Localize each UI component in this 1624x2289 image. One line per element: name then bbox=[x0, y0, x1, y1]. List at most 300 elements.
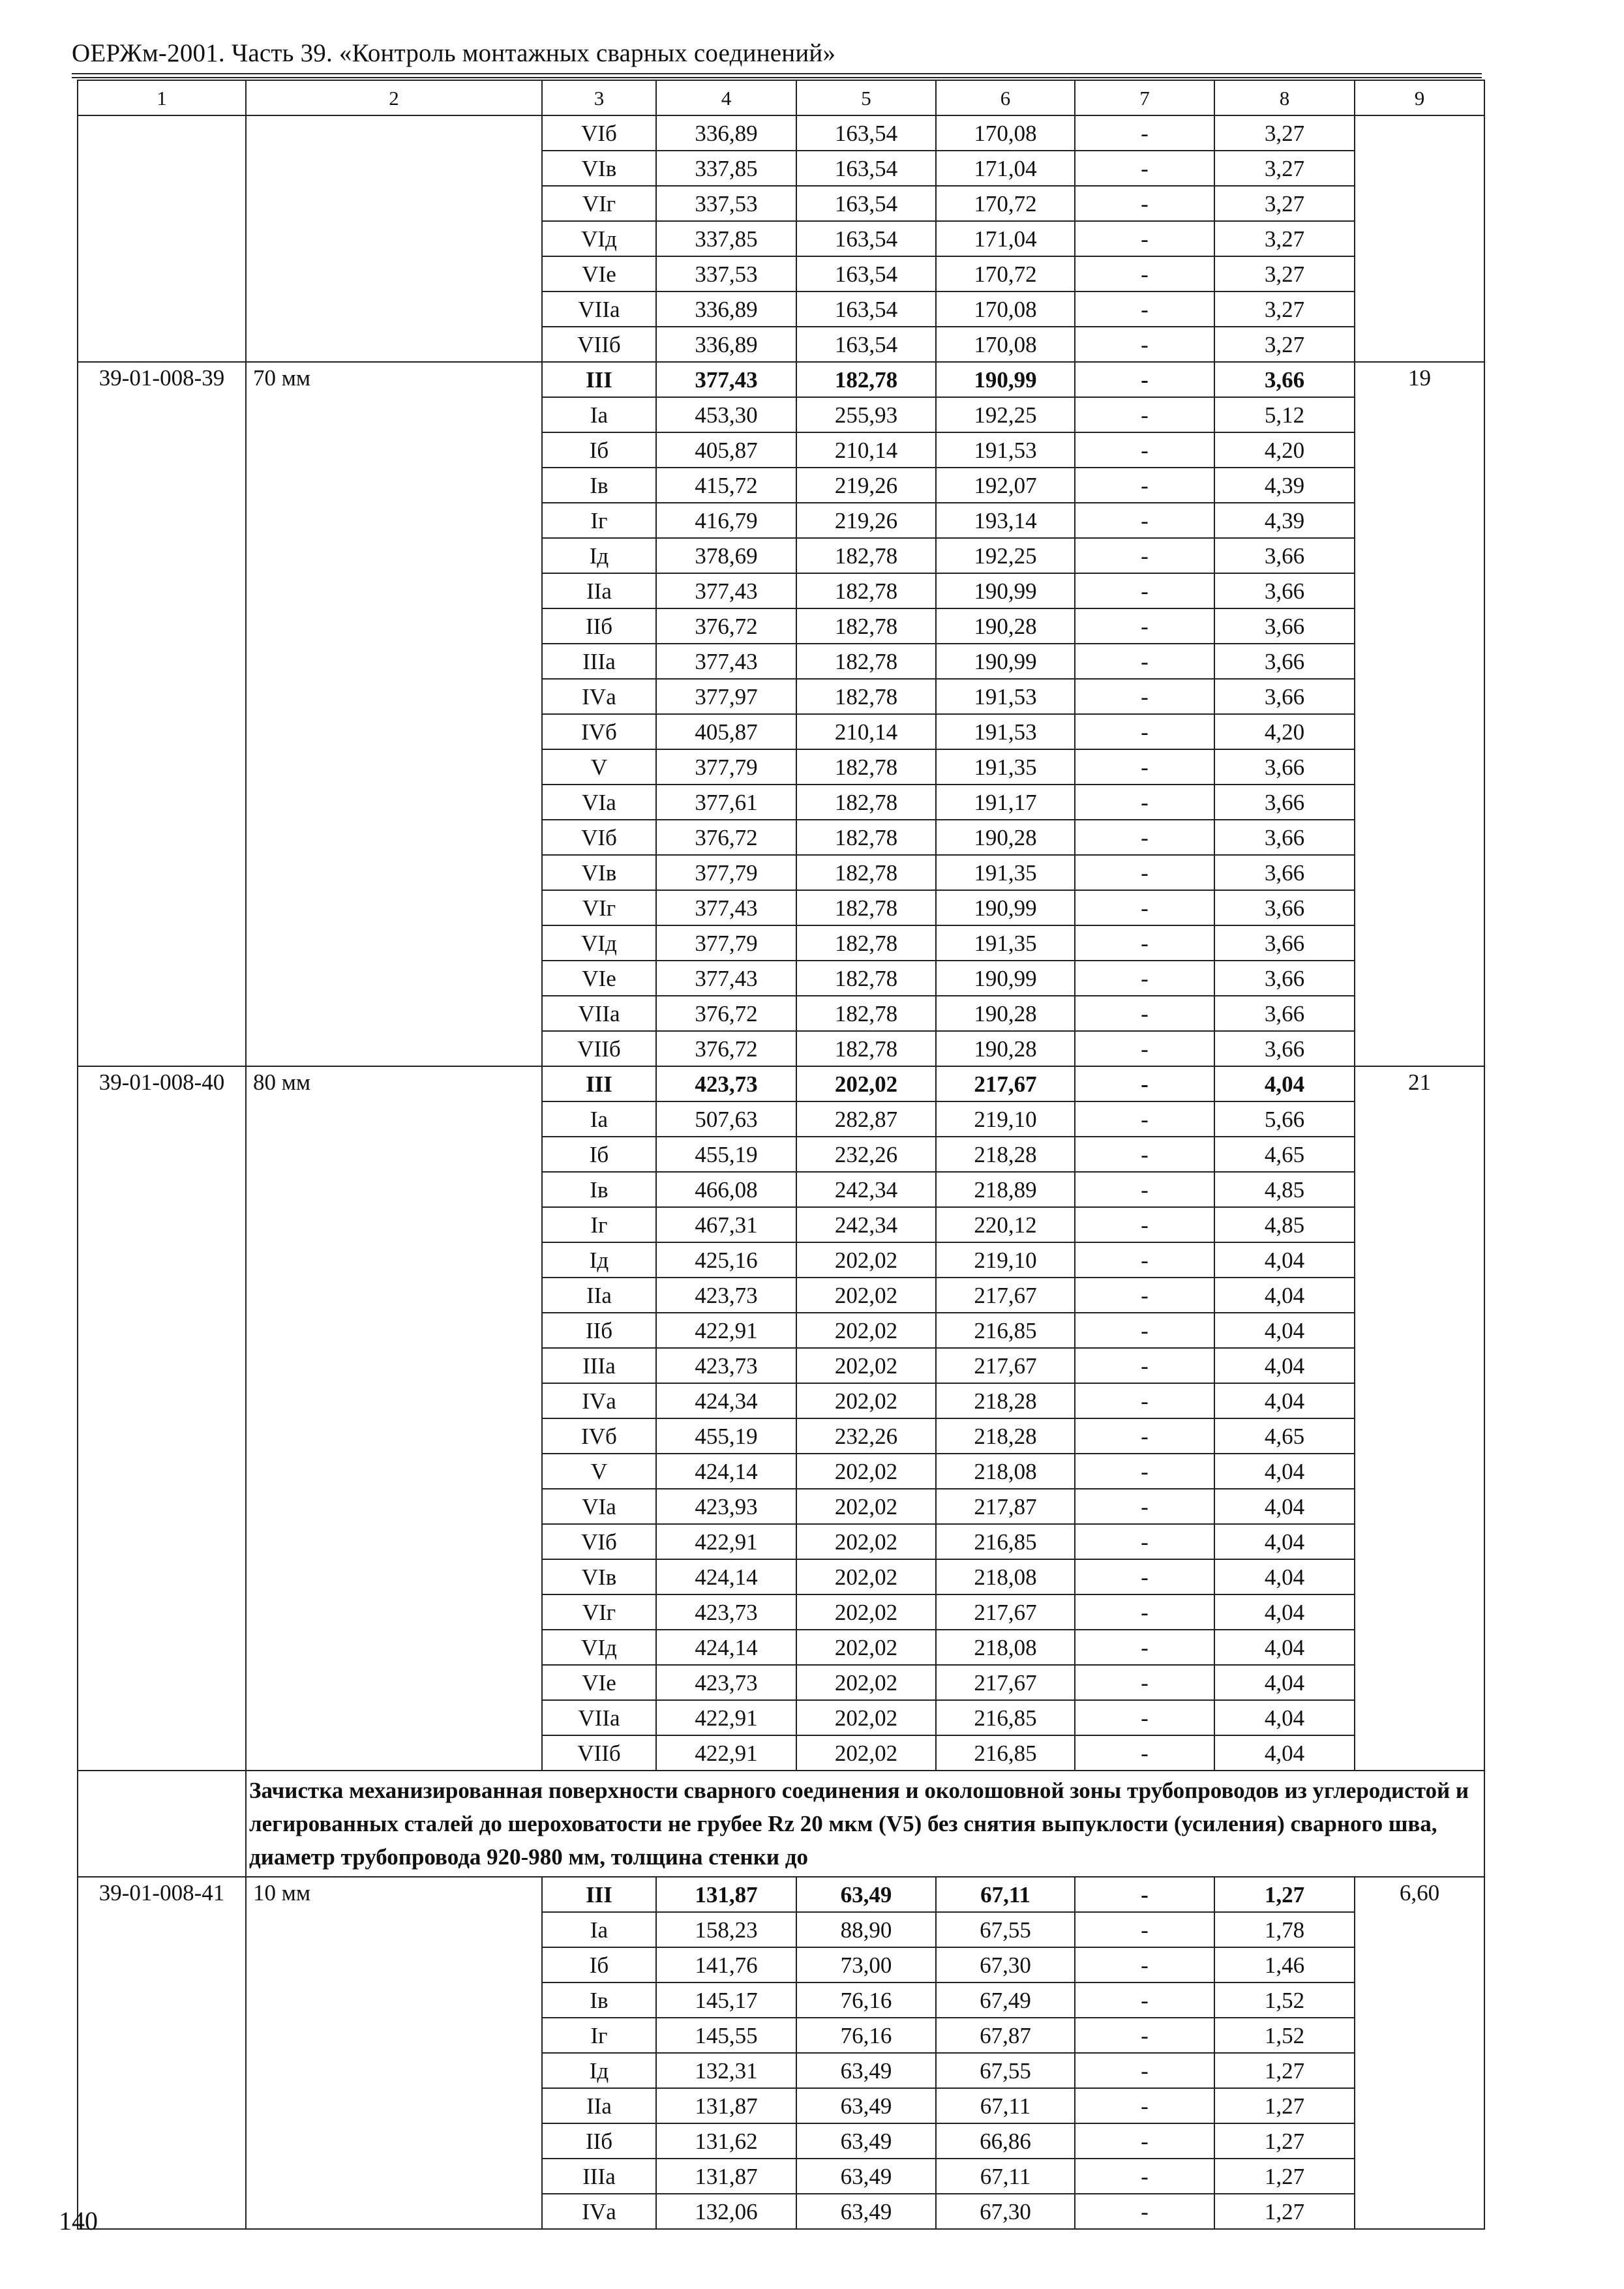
materials-cost: - bbox=[1075, 1665, 1214, 1700]
machine-cost: 190,99 bbox=[936, 890, 1075, 925]
wages: 202,02 bbox=[796, 1700, 936, 1735]
machine-cost: 67,11 bbox=[936, 2159, 1075, 2194]
materials-cost: - bbox=[1075, 679, 1214, 714]
machine-cost: 190,28 bbox=[936, 996, 1075, 1031]
machine-cost: 218,08 bbox=[936, 1630, 1075, 1665]
materials-cost: - bbox=[1075, 1242, 1214, 1278]
total-cost: 131,87 bbox=[656, 2159, 796, 2194]
section-description: Зачистка механизированная поверхности сварного соединения и околошовной зоны трубопроводов из углеродистой и легированных сталей до шероховатости не грубее Rz 20 мкм (V5) без снятия выпуклости (усиления) сварного шва, диаметр трубопровода 920-980 мм, толщина стенки до bbox=[246, 1771, 1484, 1877]
total-cost: 415,72 bbox=[656, 468, 796, 503]
zone-code: IVб bbox=[542, 714, 656, 749]
wall-thickness: 10 мм bbox=[246, 1877, 542, 2229]
materials-cost: - bbox=[1075, 1735, 1214, 1771]
page-header-title: ОЕРЖм-2001. Часть 39. «Контроль монтажных сварных соединений» bbox=[72, 39, 836, 67]
materials-cost: - bbox=[1075, 1313, 1214, 1348]
materials-cost: - bbox=[1075, 1101, 1214, 1137]
total-cost: 376,72 bbox=[656, 820, 796, 855]
total-cost: 423,93 bbox=[656, 1489, 796, 1524]
labor-hours: 1,27 bbox=[1214, 2088, 1355, 2123]
machine-cost: 190,99 bbox=[936, 362, 1075, 397]
rate-code bbox=[78, 115, 246, 362]
machine-cost: 192,25 bbox=[936, 538, 1075, 573]
zone-code: Iг bbox=[542, 503, 656, 538]
labor-hours: 3,27 bbox=[1214, 115, 1355, 151]
zone-code: IIIа bbox=[542, 2159, 656, 2194]
wages: 182,78 bbox=[796, 996, 936, 1031]
page-number: 140 bbox=[59, 2206, 98, 2236]
materials-cost: - bbox=[1075, 1700, 1214, 1735]
total-cost: 423,73 bbox=[656, 1594, 796, 1630]
wages: 163,54 bbox=[796, 256, 936, 292]
zone-code: VIб bbox=[542, 1524, 656, 1559]
materials-cost: - bbox=[1075, 1066, 1214, 1101]
materials-cost: - bbox=[1075, 1982, 1214, 2018]
wages: 182,78 bbox=[796, 644, 936, 679]
wages: 163,54 bbox=[796, 186, 936, 221]
materials-cost: - bbox=[1075, 925, 1214, 961]
wages: 210,14 bbox=[796, 432, 936, 468]
machine-cost: 191,35 bbox=[936, 749, 1075, 785]
zone-code: Iа bbox=[542, 397, 656, 432]
wages: 88,90 bbox=[796, 1912, 936, 1947]
materials-cost: - bbox=[1075, 1278, 1214, 1313]
norm-value: 21 bbox=[1355, 1066, 1484, 1771]
machine-cost: 191,53 bbox=[936, 432, 1075, 468]
labor-hours: 4,04 bbox=[1214, 1066, 1355, 1101]
zone-code: VIIа bbox=[542, 1700, 656, 1735]
machine-cost: 67,30 bbox=[936, 1947, 1075, 1982]
labor-hours: 3,66 bbox=[1214, 890, 1355, 925]
materials-cost: - bbox=[1075, 1912, 1214, 1947]
labor-hours: 1,27 bbox=[1214, 2123, 1355, 2159]
total-cost: 453,30 bbox=[656, 397, 796, 432]
wages: 182,78 bbox=[796, 785, 936, 820]
header-rule bbox=[72, 77, 1482, 78]
machine-cost: 218,28 bbox=[936, 1418, 1075, 1454]
materials-cost: - bbox=[1075, 221, 1214, 256]
labor-hours: 1,78 bbox=[1214, 1912, 1355, 1947]
total-cost: 377,79 bbox=[656, 855, 796, 890]
labor-hours: 1,52 bbox=[1214, 2018, 1355, 2053]
materials-cost: - bbox=[1075, 1348, 1214, 1383]
machine-cost: 216,85 bbox=[936, 1700, 1075, 1735]
labor-hours: 3,27 bbox=[1214, 151, 1355, 186]
wages: 76,16 bbox=[796, 1982, 936, 2018]
wages: 182,78 bbox=[796, 608, 936, 644]
wages: 202,02 bbox=[796, 1630, 936, 1665]
labor-hours: 3,27 bbox=[1214, 327, 1355, 362]
zone-code: VIIа bbox=[542, 292, 656, 327]
materials-cost: - bbox=[1075, 432, 1214, 468]
labor-hours: 3,66 bbox=[1214, 855, 1355, 890]
total-cost: 337,85 bbox=[656, 221, 796, 256]
materials-cost: - bbox=[1075, 1137, 1214, 1172]
wages: 182,78 bbox=[796, 961, 936, 996]
labor-hours: 4,04 bbox=[1214, 1489, 1355, 1524]
wages: 163,54 bbox=[796, 151, 936, 186]
materials-cost: - bbox=[1075, 292, 1214, 327]
labor-hours: 3,66 bbox=[1214, 996, 1355, 1031]
materials-cost: - bbox=[1075, 186, 1214, 221]
machine-cost: 190,99 bbox=[936, 644, 1075, 679]
total-cost: 145,55 bbox=[656, 2018, 796, 2053]
total-cost: 422,91 bbox=[656, 1735, 796, 1771]
header-rule bbox=[72, 73, 1482, 74]
total-cost: 507,63 bbox=[656, 1101, 796, 1137]
machine-cost: 190,99 bbox=[936, 961, 1075, 996]
materials-cost: - bbox=[1075, 1524, 1214, 1559]
zone-code: Iд bbox=[542, 538, 656, 573]
total-cost: 336,89 bbox=[656, 327, 796, 362]
machine-cost: 217,67 bbox=[936, 1348, 1075, 1383]
zone-code: VIг bbox=[542, 1594, 656, 1630]
labor-hours: 3,66 bbox=[1214, 644, 1355, 679]
zone-code: IIIа bbox=[542, 644, 656, 679]
zone-code: IVб bbox=[542, 1418, 656, 1454]
wall-thickness bbox=[246, 115, 542, 362]
zone-code: VIб bbox=[542, 115, 656, 151]
total-cost: 132,06 bbox=[656, 2194, 796, 2229]
wages: 182,78 bbox=[796, 890, 936, 925]
wages: 63,49 bbox=[796, 2159, 936, 2194]
materials-cost: - bbox=[1075, 1383, 1214, 1418]
wall-thickness: 70 мм bbox=[246, 362, 542, 1066]
labor-hours: 4,04 bbox=[1214, 1383, 1355, 1418]
total-cost: 376,72 bbox=[656, 608, 796, 644]
norm-value bbox=[1355, 115, 1484, 362]
total-cost: 377,79 bbox=[656, 925, 796, 961]
zone-code: IIIа bbox=[542, 1348, 656, 1383]
zone-code: III bbox=[542, 1877, 656, 1912]
materials-cost: - bbox=[1075, 573, 1214, 608]
zone-code: VIе bbox=[542, 256, 656, 292]
machine-cost: 67,11 bbox=[936, 1877, 1075, 1912]
total-cost: 377,43 bbox=[656, 890, 796, 925]
zone-code: Iв bbox=[542, 1982, 656, 2018]
labor-hours: 1,27 bbox=[1214, 2159, 1355, 2194]
materials-cost: - bbox=[1075, 327, 1214, 362]
total-cost: 423,73 bbox=[656, 1278, 796, 1313]
labor-hours: 4,04 bbox=[1214, 1278, 1355, 1313]
total-cost: 377,43 bbox=[656, 961, 796, 996]
materials-cost: - bbox=[1075, 608, 1214, 644]
materials-cost: - bbox=[1075, 1559, 1214, 1594]
wages: 202,02 bbox=[796, 1489, 936, 1524]
wages: 182,78 bbox=[796, 679, 936, 714]
total-cost: 467,31 bbox=[656, 1207, 796, 1242]
labor-hours: 4,04 bbox=[1214, 1665, 1355, 1700]
labor-hours: 3,66 bbox=[1214, 925, 1355, 961]
wages: 242,34 bbox=[796, 1172, 936, 1207]
materials-cost: - bbox=[1075, 996, 1214, 1031]
zone-code: Iа bbox=[542, 1912, 656, 1947]
materials-cost: - bbox=[1075, 115, 1214, 151]
zone-code: Iа bbox=[542, 1101, 656, 1137]
machine-cost: 170,08 bbox=[936, 327, 1075, 362]
labor-hours: 4,04 bbox=[1214, 1700, 1355, 1735]
zone-code: VIIб bbox=[542, 327, 656, 362]
wages: 202,02 bbox=[796, 1383, 936, 1418]
wages: 202,02 bbox=[796, 1735, 936, 1771]
materials-cost: - bbox=[1075, 397, 1214, 432]
zone-code: III bbox=[542, 362, 656, 397]
materials-cost: - bbox=[1075, 503, 1214, 538]
zone-code: VIе bbox=[542, 961, 656, 996]
labor-hours: 3,66 bbox=[1214, 1031, 1355, 1066]
column-number: 4 bbox=[656, 80, 796, 115]
materials-cost: - bbox=[1075, 2194, 1214, 2229]
zone-code: VIа bbox=[542, 1489, 656, 1524]
zone-code: VIа bbox=[542, 785, 656, 820]
total-cost: 466,08 bbox=[656, 1172, 796, 1207]
machine-cost: 191,53 bbox=[936, 714, 1075, 749]
labor-hours: 1,52 bbox=[1214, 1982, 1355, 2018]
total-cost: 377,43 bbox=[656, 644, 796, 679]
zone-code: VIе bbox=[542, 1665, 656, 1700]
zone-code: Iд bbox=[542, 2053, 656, 2088]
total-cost: 376,72 bbox=[656, 996, 796, 1031]
wages: 182,78 bbox=[796, 362, 936, 397]
total-cost: 377,61 bbox=[656, 785, 796, 820]
labor-hours: 4,85 bbox=[1214, 1207, 1355, 1242]
wages: 182,78 bbox=[796, 820, 936, 855]
labor-hours: 3,27 bbox=[1214, 292, 1355, 327]
total-cost: 423,73 bbox=[656, 1066, 796, 1101]
materials-cost: - bbox=[1075, 855, 1214, 890]
total-cost: 424,14 bbox=[656, 1559, 796, 1594]
zone-code: VIIа bbox=[542, 996, 656, 1031]
machine-cost: 220,12 bbox=[936, 1207, 1075, 1242]
machine-cost: 190,28 bbox=[936, 1031, 1075, 1066]
wages: 182,78 bbox=[796, 925, 936, 961]
wages: 63,49 bbox=[796, 1877, 936, 1912]
materials-cost: - bbox=[1075, 890, 1214, 925]
wages: 163,54 bbox=[796, 221, 936, 256]
machine-cost: 218,89 bbox=[936, 1172, 1075, 1207]
zone-code: IIа bbox=[542, 2088, 656, 2123]
zone-code: Iв bbox=[542, 1172, 656, 1207]
materials-cost: - bbox=[1075, 362, 1214, 397]
zone-code: VIв bbox=[542, 855, 656, 890]
zone-code: Iб bbox=[542, 1947, 656, 1982]
labor-hours: 4,39 bbox=[1214, 468, 1355, 503]
labor-hours: 3,66 bbox=[1214, 362, 1355, 397]
wages: 202,02 bbox=[796, 1454, 936, 1489]
total-cost: 455,19 bbox=[656, 1137, 796, 1172]
machine-cost: 192,07 bbox=[936, 468, 1075, 503]
labor-hours: 3,27 bbox=[1214, 186, 1355, 221]
labor-hours: 4,04 bbox=[1214, 1348, 1355, 1383]
total-cost: 376,72 bbox=[656, 1031, 796, 1066]
total-cost: 141,76 bbox=[656, 1947, 796, 1982]
total-cost: 377,97 bbox=[656, 679, 796, 714]
wages: 219,26 bbox=[796, 503, 936, 538]
labor-hours: 4,04 bbox=[1214, 1594, 1355, 1630]
wages: 232,26 bbox=[796, 1418, 936, 1454]
column-number: 9 bbox=[1355, 80, 1484, 115]
machine-cost: 190,28 bbox=[936, 608, 1075, 644]
total-cost: 422,91 bbox=[656, 1524, 796, 1559]
wages: 63,49 bbox=[796, 2053, 936, 2088]
zone-code: IIб bbox=[542, 608, 656, 644]
wages: 163,54 bbox=[796, 115, 936, 151]
labor-hours: 3,66 bbox=[1214, 538, 1355, 573]
materials-cost: - bbox=[1075, 785, 1214, 820]
labor-hours: 4,04 bbox=[1214, 1242, 1355, 1278]
wages: 202,02 bbox=[796, 1242, 936, 1278]
rate-code: 39-01-008-39 bbox=[78, 362, 246, 1066]
zone-code: V bbox=[542, 1454, 656, 1489]
wages: 282,87 bbox=[796, 1101, 936, 1137]
wages: 232,26 bbox=[796, 1137, 936, 1172]
total-cost: 377,43 bbox=[656, 573, 796, 608]
zone-code: VIв bbox=[542, 1559, 656, 1594]
column-number: 2 bbox=[246, 80, 542, 115]
materials-cost: - bbox=[1075, 1947, 1214, 1982]
labor-hours: 4,04 bbox=[1214, 1735, 1355, 1771]
machine-cost: 67,49 bbox=[936, 1982, 1075, 2018]
materials-cost: - bbox=[1075, 538, 1214, 573]
materials-cost: - bbox=[1075, 1877, 1214, 1912]
zone-code: VIг bbox=[542, 890, 656, 925]
machine-cost: 219,10 bbox=[936, 1101, 1075, 1137]
zone-code: VIв bbox=[542, 151, 656, 186]
materials-cost: - bbox=[1075, 1172, 1214, 1207]
wages: 219,26 bbox=[796, 468, 936, 503]
materials-cost: - bbox=[1075, 151, 1214, 186]
machine-cost: 67,87 bbox=[936, 2018, 1075, 2053]
column-number: 3 bbox=[542, 80, 656, 115]
machine-cost: 218,28 bbox=[936, 1383, 1075, 1418]
table-row bbox=[78, 1066, 1484, 1101]
wages: 163,54 bbox=[796, 292, 936, 327]
wages: 76,16 bbox=[796, 2018, 936, 2053]
wages: 73,00 bbox=[796, 1947, 936, 1982]
machine-cost: 67,11 bbox=[936, 2088, 1075, 2123]
machine-cost: 217,67 bbox=[936, 1066, 1075, 1101]
machine-cost: 67,55 bbox=[936, 2053, 1075, 2088]
machine-cost: 216,85 bbox=[936, 1735, 1075, 1771]
total-cost: 131,87 bbox=[656, 2088, 796, 2123]
materials-cost: - bbox=[1075, 256, 1214, 292]
wages: 202,02 bbox=[796, 1594, 936, 1630]
norm-value: 6,60 bbox=[1355, 1877, 1484, 2229]
total-cost: 336,89 bbox=[656, 115, 796, 151]
machine-cost: 193,14 bbox=[936, 503, 1075, 538]
zone-code: VIIб bbox=[542, 1031, 656, 1066]
labor-hours: 4,65 bbox=[1214, 1418, 1355, 1454]
total-cost: 455,19 bbox=[656, 1418, 796, 1454]
wages: 255,93 bbox=[796, 397, 936, 432]
zone-code: IVа bbox=[542, 1383, 656, 1418]
machine-cost: 218,08 bbox=[936, 1454, 1075, 1489]
labor-hours: 3,27 bbox=[1214, 221, 1355, 256]
wages: 163,54 bbox=[796, 327, 936, 362]
rate-code: 39-01-008-40 bbox=[78, 1066, 246, 1771]
machine-cost: 191,17 bbox=[936, 785, 1075, 820]
machine-cost: 191,35 bbox=[936, 925, 1075, 961]
total-cost: 337,85 bbox=[656, 151, 796, 186]
zone-code: Iб bbox=[542, 1137, 656, 1172]
machine-cost: 217,67 bbox=[936, 1665, 1075, 1700]
machine-cost: 218,08 bbox=[936, 1559, 1075, 1594]
column-number: 6 bbox=[936, 80, 1075, 115]
column-number: 5 bbox=[796, 80, 936, 115]
labor-hours: 3,66 bbox=[1214, 785, 1355, 820]
total-cost: 131,87 bbox=[656, 1877, 796, 1912]
wages: 202,02 bbox=[796, 1348, 936, 1383]
zone-code: VIд bbox=[542, 1630, 656, 1665]
labor-hours: 4,04 bbox=[1214, 1559, 1355, 1594]
section-description-row bbox=[78, 1771, 1484, 1877]
machine-cost: 190,99 bbox=[936, 573, 1075, 608]
machine-cost: 170,72 bbox=[936, 256, 1075, 292]
total-cost: 405,87 bbox=[656, 432, 796, 468]
zone-code: VIд bbox=[542, 221, 656, 256]
wages: 182,78 bbox=[796, 538, 936, 573]
labor-hours: 4,39 bbox=[1214, 503, 1355, 538]
zone-code: Iд bbox=[542, 1242, 656, 1278]
zone-code: VIг bbox=[542, 186, 656, 221]
total-cost: 158,23 bbox=[656, 1912, 796, 1947]
labor-hours: 4,04 bbox=[1214, 1630, 1355, 1665]
total-cost: 145,17 bbox=[656, 1982, 796, 2018]
machine-cost: 171,04 bbox=[936, 151, 1075, 186]
materials-cost: - bbox=[1075, 749, 1214, 785]
zone-code: IVа bbox=[542, 2194, 656, 2229]
wages: 182,78 bbox=[796, 1031, 936, 1066]
labor-hours: 4,04 bbox=[1214, 1454, 1355, 1489]
wages: 202,02 bbox=[796, 1524, 936, 1559]
labor-hours: 3,27 bbox=[1214, 256, 1355, 292]
labor-hours: 3,66 bbox=[1214, 961, 1355, 996]
materials-cost: - bbox=[1075, 1489, 1214, 1524]
machine-cost: 171,04 bbox=[936, 221, 1075, 256]
zone-code: IIб bbox=[542, 1313, 656, 1348]
machine-cost: 191,53 bbox=[936, 679, 1075, 714]
materials-cost: - bbox=[1075, 714, 1214, 749]
machine-cost: 67,55 bbox=[936, 1912, 1075, 1947]
labor-hours: 1,27 bbox=[1214, 2194, 1355, 2229]
zone-code: Iв bbox=[542, 468, 656, 503]
machine-cost: 218,28 bbox=[936, 1137, 1075, 1172]
labor-hours: 4,20 bbox=[1214, 432, 1355, 468]
wages: 202,02 bbox=[796, 1066, 936, 1101]
wages: 63,49 bbox=[796, 2194, 936, 2229]
materials-cost: - bbox=[1075, 1630, 1214, 1665]
column-number: 7 bbox=[1075, 80, 1214, 115]
total-cost: 422,91 bbox=[656, 1313, 796, 1348]
zone-code: V bbox=[542, 749, 656, 785]
zone-code: VIIб bbox=[542, 1735, 656, 1771]
blank-cell bbox=[78, 1771, 246, 1877]
labor-hours: 4,65 bbox=[1214, 1137, 1355, 1172]
total-cost: 423,73 bbox=[656, 1348, 796, 1383]
wages: 182,78 bbox=[796, 749, 936, 785]
zone-code: IIа bbox=[542, 573, 656, 608]
materials-cost: - bbox=[1075, 2053, 1214, 2088]
total-cost: 131,62 bbox=[656, 2123, 796, 2159]
total-cost: 337,53 bbox=[656, 186, 796, 221]
zone-code: IIа bbox=[542, 1278, 656, 1313]
total-cost: 416,79 bbox=[656, 503, 796, 538]
total-cost: 336,89 bbox=[656, 292, 796, 327]
machine-cost: 216,85 bbox=[936, 1313, 1075, 1348]
wages: 202,02 bbox=[796, 1559, 936, 1594]
total-cost: 423,73 bbox=[656, 1665, 796, 1700]
wages: 182,78 bbox=[796, 855, 936, 890]
zone-code: Iб bbox=[542, 432, 656, 468]
